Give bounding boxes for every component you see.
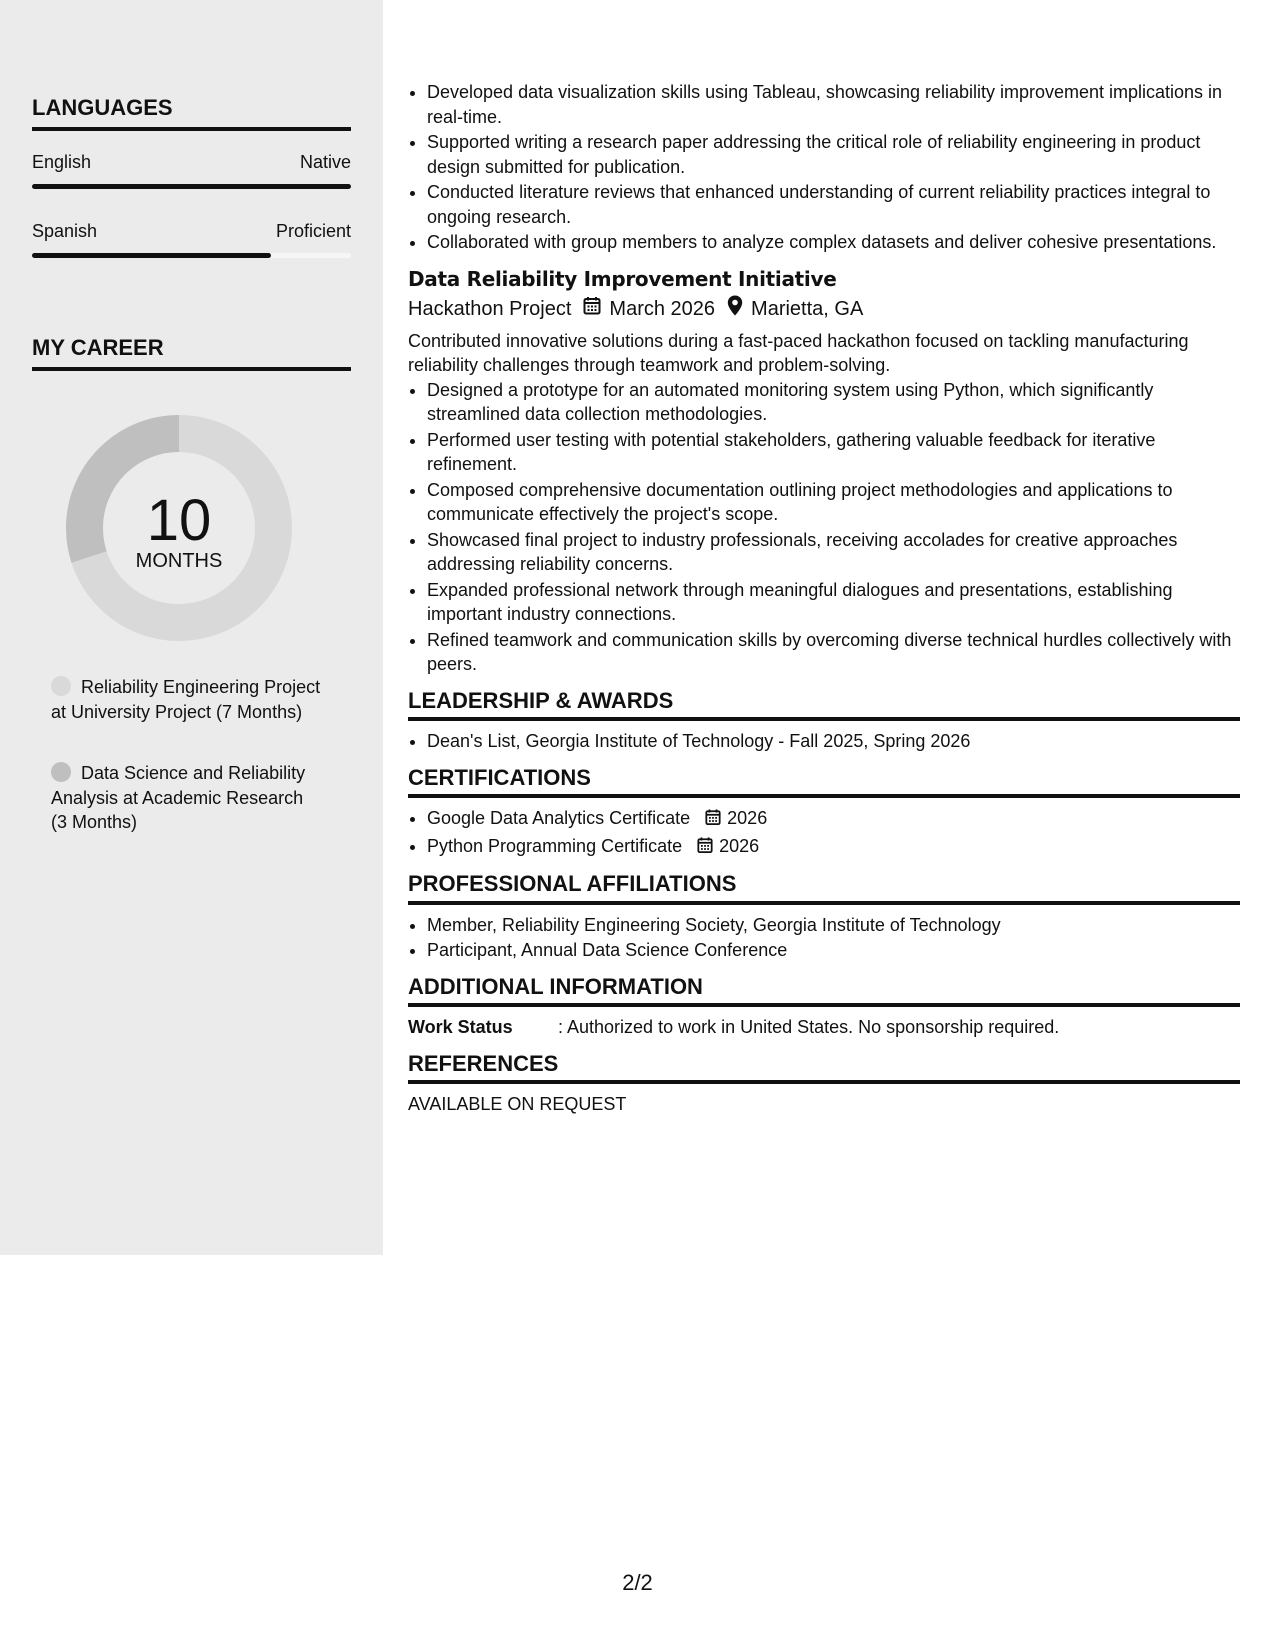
list-item: • Designed a prototype for an automated monitoring system using Python, which significantly streamlined data collection methodologies. bbox=[427, 378, 1240, 427]
sidebar bbox=[0, 0, 383, 1255]
list-item: • Participant, Annual Data Science Conference bbox=[427, 938, 1240, 963]
legend-label: Reliability Engineering Project at University Project (7 Months) bbox=[51, 677, 321, 722]
language-level: Proficient bbox=[275, 221, 351, 241]
list-item: • Showcased final project to industry professionals, receiving accolades for creative approaches addressing reliability concerns. bbox=[427, 528, 1240, 577]
list-item: • Expanded professional network through meaningful dialogues and presentations, establishing important industry connections. bbox=[427, 578, 1240, 627]
certificate-year: 2026 bbox=[719, 835, 760, 856]
work-status-value: : Authorized to work in United States. No sponsorship required. bbox=[558, 1017, 1060, 1037]
project-title: Data Reliability Improvement Initiative bbox=[408, 266, 837, 291]
legend-label: Data Science and Reliability Analysis at Academic Research (3 Months) bbox=[51, 763, 306, 832]
certificate-name: Python Programming Certificate bbox=[427, 835, 683, 856]
languages-heading: LANGUAGES bbox=[32, 95, 351, 131]
additional-info-heading: ADDITIONAL INFORMATION bbox=[408, 975, 1240, 1008]
language-bar bbox=[32, 184, 351, 189]
calendar-icon bbox=[583, 296, 601, 322]
certifications-heading: CERTIFICATIONS bbox=[408, 766, 1240, 799]
work-status-row bbox=[408, 1015, 1240, 1040]
list-item bbox=[427, 806, 1240, 833]
certificate-year: 2026 bbox=[727, 808, 768, 828]
language-bar-fill bbox=[32, 184, 351, 189]
language-spanish bbox=[32, 221, 351, 261]
certificate-name: Google Data Analytics Certificate bbox=[427, 808, 691, 828]
project-type: Hackathon Project bbox=[408, 297, 572, 320]
references-text: AVAILABLE ON REQUEST bbox=[408, 1094, 627, 1114]
list-item: • Member, Reliability Engineering Society, Georgia Institute of Technology bbox=[427, 913, 1240, 938]
project-meta bbox=[408, 295, 1240, 323]
list-item: • Conducted literature reviews that enhanced understanding of current reliability practices integral to ongoing research. bbox=[427, 180, 1240, 229]
references-heading: REFERENCES bbox=[408, 1052, 1240, 1085]
project-description: Contributed innovative solutions during a fast-paced hackathon focused on tackling manufacturing reliability challenges through teamwork and problem-solving. bbox=[408, 330, 1189, 375]
career-heading: MY CAREER bbox=[32, 335, 351, 371]
career-total: 10 bbox=[146, 488, 212, 553]
language-english bbox=[32, 152, 351, 192]
project-location: Marietta, GA bbox=[751, 297, 864, 320]
leadership-list bbox=[408, 729, 1240, 754]
list-item bbox=[427, 834, 1240, 861]
career-unit: MONTHS bbox=[135, 550, 223, 572]
project-bullets bbox=[408, 378, 1240, 677]
career-legend-item bbox=[51, 761, 321, 835]
certifications-list bbox=[408, 806, 1240, 860]
language-level: Native bbox=[299, 152, 351, 172]
list-item: • Supported writing a research paper addressing the critical role of reliability engineering in product design submitted for publication. bbox=[427, 130, 1240, 179]
location-pin-icon bbox=[727, 295, 743, 323]
list-item: • Collaborated with group members to analyze complex datasets and deliver cohesive presentations. bbox=[427, 230, 1240, 255]
affiliations-list bbox=[408, 913, 1240, 963]
affiliations-heading: PROFESSIONAL AFFILIATIONS bbox=[408, 872, 1240, 905]
work-status-label: Work Status bbox=[408, 1017, 513, 1037]
career-donut-chart bbox=[66, 415, 292, 641]
list-item: • Composed comprehensive documentation outlining project methodologies and applications to communicate effectively the project's scope. bbox=[427, 478, 1240, 527]
list-item: • Performed user testing with potential stakeholders, gathering valuable feedback for iterative refinement. bbox=[427, 428, 1240, 477]
legend-dot bbox=[51, 676, 71, 696]
language-bar bbox=[32, 253, 351, 258]
leadership-heading: LEADERSHIP & AWARDS bbox=[408, 689, 1240, 722]
calendar-icon bbox=[705, 808, 721, 833]
legend-dot bbox=[51, 762, 71, 782]
language-bar-fill bbox=[32, 253, 271, 258]
career-legend-item bbox=[51, 675, 321, 724]
experience-bullets bbox=[408, 80, 1240, 255]
list-item: • Dean's List, Georgia Institute of Technology - Fall 2025, Spring 2026 bbox=[427, 729, 1240, 754]
calendar-icon bbox=[697, 836, 713, 861]
language-name: Spanish bbox=[32, 221, 98, 241]
list-item: • Refined teamwork and communication skills by overcoming diverse technical hurdles collectively with peers. bbox=[427, 628, 1240, 677]
language-name: English bbox=[32, 152, 92, 172]
main-column bbox=[408, 80, 1240, 1117]
project-date: March 2026 bbox=[609, 297, 716, 320]
list-item: • Developed data visualization skills using Tableau, showcasing reliability improvement implications in real-time. bbox=[427, 80, 1240, 129]
page-number: 2/2 bbox=[622, 1570, 653, 1595]
